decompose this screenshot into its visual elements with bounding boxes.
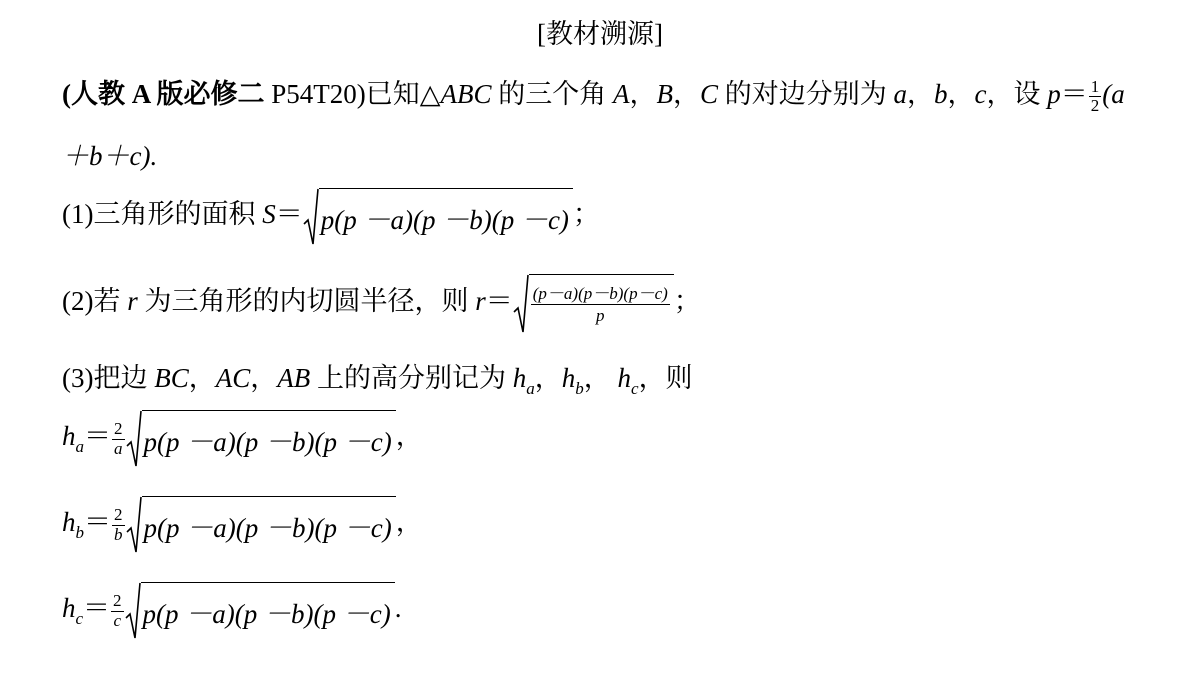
- formula-ha: $h_a=$ $\frac{2}{a}$ p(p －a)(p －b)(p －c) ，: [62, 410, 423, 468]
- radius-fraction: [531, 283, 670, 327]
- intro-text-2: 的三个角: [498, 79, 607, 109]
- angle-b: B: [656, 79, 674, 109]
- var-p: p: [1047, 79, 1061, 109]
- sqrt-expression: [303, 188, 573, 246]
- intro-text-4: ，设: [986, 79, 1041, 109]
- angle-a: A: [613, 79, 630, 109]
- height-symbol: $h_a$: [62, 421, 84, 457]
- height-b: $h_b$: [561, 363, 584, 398]
- side-b: b: [934, 79, 948, 109]
- triangle-name: ABC: [440, 79, 492, 109]
- radicand: p(p －a)(p －b)(p －c): [320, 205, 569, 235]
- side-a: a: [893, 79, 908, 109]
- sqrt-expression: [513, 274, 674, 334]
- item-3-then: ，则: [638, 363, 693, 393]
- coefficient-fraction: $\frac{2}{b}$: [114, 504, 123, 544]
- item-2-text: 为三角形的内切圆半径，则: [144, 286, 469, 317]
- intro-text-3: 的对边分别为: [724, 79, 887, 109]
- side-ac: AC: [215, 363, 251, 393]
- paren-a: (a: [1102, 79, 1125, 109]
- radicand: p(p －a)(p －b)(p －c): [143, 513, 392, 543]
- semicolon: ；: [673, 286, 701, 317]
- item-2-label: (2)若: [62, 286, 121, 317]
- coefficient-fraction: $\frac{2}{c}$: [113, 590, 122, 630]
- formula-hc: $h_c=$ $\frac{2}{c}$ p(p －a)(p －b)(p －c) .: [62, 582, 401, 640]
- side-ab: AB: [277, 363, 311, 393]
- item-2: [62, 274, 701, 334]
- intro-line-2: [62, 134, 157, 173]
- height-symbol: $h_b$: [62, 507, 84, 543]
- fraction-numerator: (p－a)(p－b)(p－c): [531, 283, 670, 305]
- side-c: c: [974, 79, 987, 109]
- equals-sign: ＝: [1060, 79, 1088, 109]
- semicolon: ；: [572, 199, 600, 230]
- radicand: p(p －a)(p －b)(p －c): [142, 599, 391, 629]
- item-1-label: (1)三角形的面积: [62, 199, 256, 230]
- radicand: p(p －a)(p －b)(p －c): [143, 427, 392, 457]
- sqrt-sign-icon: [513, 274, 529, 334]
- item-3-text: 上的高分别记为: [317, 363, 507, 393]
- formula-hb: $h_b=$ $\frac{2}{b}$ p(p －a)(p －b)(p －c) ，: [62, 496, 423, 554]
- angle-c: C: [700, 79, 719, 109]
- var-r: r: [127, 286, 138, 317]
- side-bc: BC: [154, 363, 189, 393]
- punctuation: .: [394, 593, 402, 624]
- problem-code: P54T20): [271, 79, 366, 109]
- sqrt-sign-icon: [303, 188, 319, 246]
- section-title: [教材溯源]: [537, 19, 663, 49]
- half-fraction: [1089, 78, 1102, 116]
- height-symbol: $h_c$: [62, 593, 84, 629]
- sqrt-expression: [126, 496, 396, 554]
- sqrt-expression: [126, 410, 396, 468]
- intro-continuation: ＋b＋c).: [62, 141, 158, 171]
- punctuation: ，: [395, 421, 423, 452]
- height-c: $h_c$: [617, 363, 639, 398]
- punctuation: ，: [395, 507, 423, 538]
- area-symbol: S: [262, 199, 276, 230]
- sqrt-sign-icon: [126, 410, 142, 468]
- item-1: [62, 188, 600, 246]
- sqrt-expression: [125, 582, 395, 640]
- source-label: (人教 A 版必修二: [62, 79, 265, 109]
- coefficient-fraction: $\frac{2}{a}$: [114, 418, 123, 458]
- height-a: $h_a$: [512, 363, 535, 398]
- intro-line-1: (人教 A 版必修二 P54T20)已知△ABC 的三个角 A，B，C 的对边分别为 a，b，c，设 p＝ $\frac{1}{2}$ (a: [62, 76, 1125, 116]
- intro-text-1: 已知△: [365, 79, 441, 109]
- var-r-2: r: [475, 286, 486, 317]
- equals-sign: ＝: [275, 199, 303, 230]
- item-3: (3)把边 BC，AC，AB 上的高分别记为 $h_a$，$h_b$， $h_c$，则: [62, 363, 693, 398]
- sqrt-sign-icon: [126, 496, 142, 554]
- item-3-label: (3)把边: [62, 363, 148, 393]
- sqrt-sign-icon: [125, 582, 141, 640]
- fraction-numerator: 1: [1090, 76, 1100, 96]
- fraction-denominator: 2: [1090, 96, 1100, 116]
- fraction-denominator: p: [596, 306, 605, 325]
- equals-sign: ＝: [485, 286, 513, 317]
